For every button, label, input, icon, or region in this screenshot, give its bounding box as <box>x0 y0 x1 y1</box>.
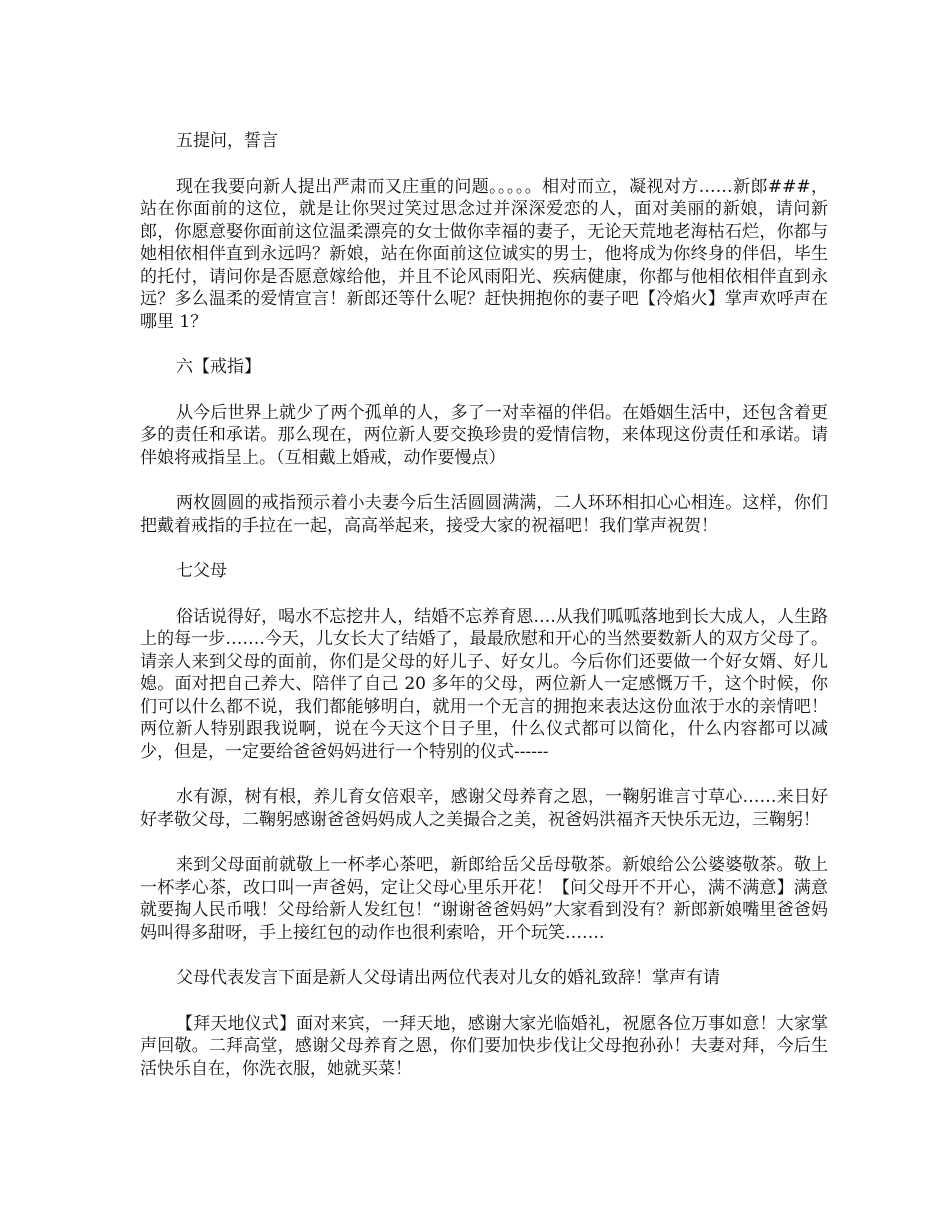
paragraph-rings-blessing: 两枚圆圆的戒指预示着小夫妻今后生活圆圆满满，二人环环相扣心心相连。这样，你们把戴着戒指的手拉在一起，高高举起来，接受大家的祝福吧！我们掌声祝贺！ <box>140 493 828 536</box>
paragraph-parents-bows: 水有源，树有根，养儿育女倍艰辛，感谢父母养育之恩，一鞠躬谁言寸草心……来日好好孝敬父母，二鞠躬感谢爸爸妈妈成人之美撮合之美，祝爸妈洪福齐天快乐无边，三鞠躬！ <box>140 787 828 830</box>
section-heading-vows: 五提问，誓言 <box>176 131 278 151</box>
document-body <box>140 130 828 1103</box>
paragraph-parents-tea: 来到父母面前就敬上一杯孝心茶吧，新郎给岳父岳母敬茶。新娘给公公婆婆敬茶。敬上一杯孝心茶，改口叫一声爸妈，定让父母心里乐开花！【问父母开不开心，满不满意】满意就要掏人民币哦！父母给新人发红包！“谢谢爸爸妈妈”大家看到没有？新郎新娘嘴里爸爸妈妈叫得多甜呀，手上接红包的动作也很利索哈，开个玩笑……. <box>140 855 828 943</box>
paragraph-parents-speech: 父母代表发言下面是新人父母请出两位代表对儿女的婚礼致辞！掌声有请 <box>176 968 720 988</box>
paragraph-worship-ceremony: 【拜天地仪式】面对来宾，一拜天地，感谢大家光临婚礼，祝愿各位万事如意！大家掌声回敬。二拜高堂，感谢父母养育之恩，你们要加快步伐让父母抱孙孙！夫妻对拜，今后生活快乐自在，你洗衣服，她就买菜！ <box>140 1013 828 1079</box>
paragraph-vows-questions: 现在我要向新人提出严肃而又庄重的问题。。。。。相对而立，凝视对方……新郎###，站在你面前的这位，就是让你哭过笑过思念过并深深爱恋的人，面对美丽的新娘，请问新郎，你愿意娶你面前这位温柔漂亮的女士做你幸福的妻子，无论天荒地老海枯石烂，你都与她相依相伴直到永远吗？新娘，站在你面前这位诚实的男士，他将成为你终身的伴侣，毕生的托付，请问你是否愿意嫁给他，并且不论风雨阳光、疾病健康，你都与他相依相伴直到永远？多么温柔的爱情宣言！新郎还等什么呢？赶快拥抱你的妻子吧【冷焰火】掌声欢呼声在哪里 1？ <box>140 176 828 332</box>
section-heading-parents: 七父母 <box>176 561 227 581</box>
paragraph-parents-gratitude: 俗话说得好，喝水不忘挖井人，结婚不忘养育恩….从我们呱呱落地到长大成人，人生路上的每一步…….今天，儿女长大了结婚了，最最欣慰和开心的当然要数新人的双方父母了。请亲人来到父母的面前，你们是父母的好儿子、好女儿。今后你们还要做一个好女婿、好儿媳。面对把自己养大、陪伴了自己 20 多年的父母，两位新人一定感慨万千，这个时候，你们可以什么都不说，我们都能够明白，就用一个无言的拥抱来表达这份血浓于水的亲情吧！两位新人特别跟我说啊，说在今天这个日子里，什么仪式都可以简化，什么内容都可以减少，但是，一定要给爸爸妈妈进行一个特别的仪式------ <box>140 606 828 762</box>
section-heading-rings: 六【戒指】 <box>176 357 261 377</box>
paragraph-rings-exchange: 从今后世界上就少了两个孤单的人，多了一对幸福的伴侣。在婚姻生活中，还包含着更多的责任和承诺。那么现在，两位新人要交换珍贵的爱情信物，来体现这份责任和承诺。请伴娘将戒指呈上。（互相戴上婚戒，动作要慢点） <box>140 402 828 468</box>
